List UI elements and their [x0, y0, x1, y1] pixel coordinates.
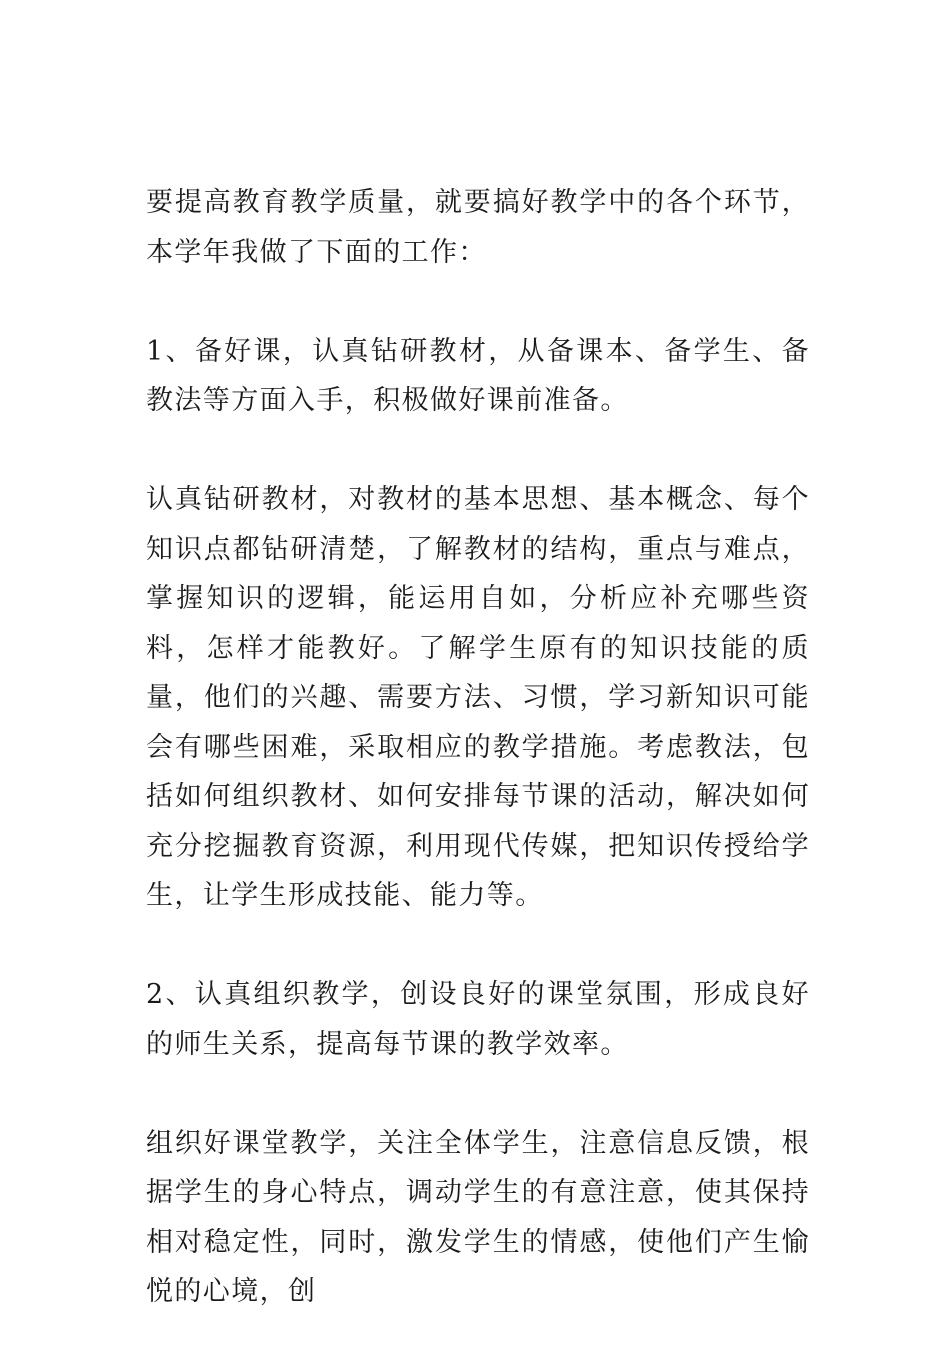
- document-body: [146, 178, 810, 1366]
- paragraph-section-2-body: 组织好课堂教学，关注全体学生，注意信息反馈，根据学生的身心特点，调动学生的有意注意，使其保持相对稳定性，同时，激发学生的情感，使他们产生愉悦的心境，创: [146, 1127, 810, 1307]
- paragraph-section-2-heading: 2、认真组织教学，创设良好的课堂氛围，形成良好的师生关系，提高每节课的教学效率。: [146, 979, 810, 1060]
- paragraph-section-1-heading: 1、备好课，认真钻研教材，从备课本、备学生、备教法等方面入手，积极做好课前准备。: [146, 335, 810, 416]
- paragraph-section-1-body: 认真钻研教材，对教材的基本思想、基本概念、每个知识点都钻研清楚，了解教材的结构，重点与难点，掌握知识的逻辑，能运用自如，分析应补充哪些资料，怎样才能教好。了解学生原有的知识技能的质量，他们的兴趣、需要方法、习惯，学习新知识可能会有哪些困难，采取相应的教学措施。考虑教法，包括如何组织教材、如何安排每节课的活动，解决如何充分挖掘教育资源，利用现代传媒，把知识传授给学生，让学生形成技能、能力等。: [146, 484, 810, 911]
- paragraph-intro: 要提高教育教学质量，就要搞好教学中的各个环节，本学年我做了下面的工作：: [146, 187, 810, 268]
